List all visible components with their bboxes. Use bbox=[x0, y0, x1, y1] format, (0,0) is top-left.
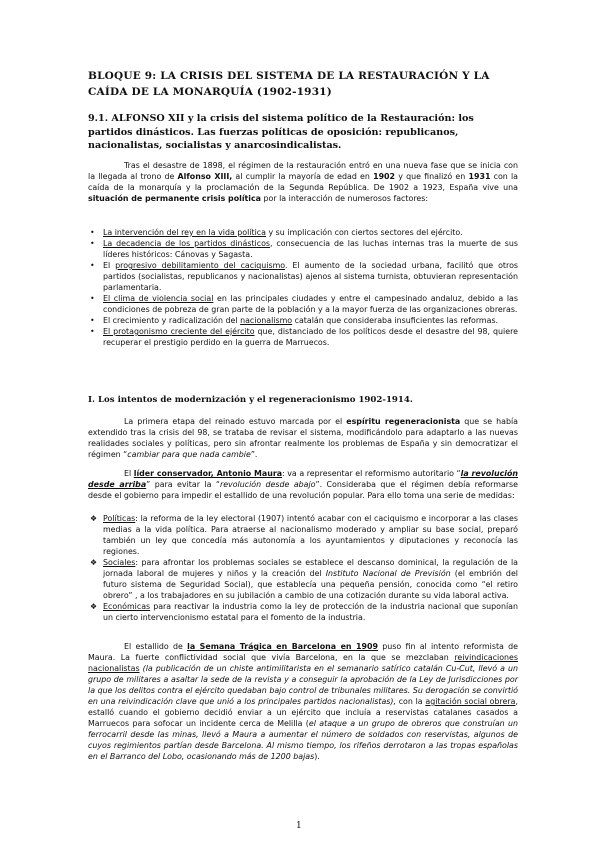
bullet-icon: • bbox=[90, 294, 95, 303]
item-text: : la reforma de la ley electoral (1907) intentó acabar con el caciquismo e incorporar a las clases medias a la vida política. Para atraerse al nacionalismo moderado y ampliar su base social, preparó también un ley que concedía más autonomía a los ayuntamientos y diputaciones y reconocía las regiones. bbox=[103, 514, 518, 556]
bold-underlined-text: líder conservador, Antonio Maura bbox=[133, 469, 283, 478]
list-item bbox=[88, 513, 518, 557]
underlined-text: Económicas bbox=[103, 602, 151, 611]
underlined-text: Sociales bbox=[103, 558, 136, 567]
diamond-bullet-icon: ❖ bbox=[90, 558, 98, 567]
list-item bbox=[88, 227, 518, 238]
bold-text: espíritu regeneracionista bbox=[346, 417, 461, 426]
intro-text: al cumplir la mayoría de edad en bbox=[232, 172, 374, 181]
bullet-icon: • bbox=[90, 239, 95, 248]
bullet-icon: • bbox=[90, 316, 95, 325]
item-text: y su implicación con ciertos sectores del ejército. bbox=[265, 228, 463, 237]
intro-text: con la caída de la monarquía y la proclamación de la Segunda República. De 1902 a 1923, España vive una bbox=[88, 172, 518, 192]
paragraph-text: El estallido de bbox=[124, 642, 188, 651]
item-text: , consecuencia de las luchas internas tras la muerte de sus líderes históricos: Cánovas y Sagasta. bbox=[103, 239, 518, 259]
measures-list bbox=[88, 513, 518, 623]
intro-text: y que finalizó en bbox=[395, 172, 469, 181]
diamond-bullet-icon: ❖ bbox=[90, 602, 98, 611]
item-text: El bbox=[103, 261, 116, 270]
paragraph-text: puso fin al intento reformista de Maura. La fuerte conflictividad social que vivía Barcelona, en la que se mezclaban bbox=[88, 642, 518, 662]
item-text: catalán que consideraba insuficientes las reformas. bbox=[292, 316, 499, 325]
underlined-text: nacionalismo bbox=[240, 316, 293, 325]
bullet-icon: • bbox=[90, 327, 95, 336]
intro-bold: 1931 bbox=[468, 172, 491, 181]
section-heading: 9.1. ALFONSO XII y la crisis del sistema político de la Restauración: los partidos dinásticos. Las fuerzas políticas de oposición: republicanos, nacionalistas, socialistas y anarcosindicalistas. bbox=[88, 113, 474, 151]
underlined-text: El protagonismo creciente del ejército bbox=[103, 327, 255, 336]
paragraph-text: ”. Consideraba que el régimen debía reformarse desde el gobierno para impedir el estallido de una revolución popular. Para ello toma una serie de medidas: bbox=[88, 480, 519, 500]
item-text: . El aumento de la sociedad urbana, facilitó que otros partidos (socialistas, republicanos y nacionalistas) ajenos al sistema turnista, obtuvieran representación parlamentaria. bbox=[103, 261, 519, 292]
list-item bbox=[88, 557, 518, 601]
diamond-bullet-icon: ❖ bbox=[90, 514, 98, 523]
item-text: El crecimiento y radicalización del bbox=[103, 316, 241, 325]
paragraph-text: , estalló cuando el gobierno decidió enviar a un ejército que incluía a reservistas catalanes casados a Marruecos para sofocar un incidente cerca de Melilla ( bbox=[88, 697, 518, 728]
item-text: que, distanciado de los políticos desde el desastre del 98, quiere recuperar el prestigio perdido en la guerra de Marruecos. bbox=[103, 327, 518, 347]
regeneracionismo-paragraph bbox=[88, 416, 518, 460]
italic-text: Instituto Nacional de Previsión bbox=[325, 569, 451, 578]
intro-text: por la interacción de numerosos factores: bbox=[261, 194, 429, 203]
paragraph-text: El bbox=[124, 469, 134, 478]
italic-text: (la publicación de un chiste antimilitarista en el semanario satírico catalán Cu-Cut, llevó a un grupo de militares a asaltar la sede de la revista y a conseguir la aprobación de la Ley de Jurisdicciones por la que los delitos contra el ejército quedaban bajo control de tribunales militares. Su derogación se convirtió en una reivindicación clave que unió a los principales partidos nacionalistas), bbox=[88, 664, 518, 706]
intro-paragraph bbox=[88, 160, 518, 204]
intro-bold: Alfonso XIII, bbox=[177, 172, 233, 181]
italic-text: cambiar para que nada cambie bbox=[127, 450, 251, 459]
paragraph-text: ). bbox=[314, 752, 320, 761]
intro-bold: 1902 bbox=[373, 172, 396, 181]
paragraph-text: : va a representar el reformismo autoritario “ bbox=[282, 469, 461, 478]
bold-underlined-text: la Semana Trágica en Barcelona en 1909 bbox=[187, 642, 378, 651]
intro-bold: situación de permanente crisis política bbox=[88, 194, 262, 203]
underlined-text: reivindicaciones nacionalistas bbox=[88, 653, 518, 673]
list-item bbox=[88, 238, 518, 260]
list-item bbox=[88, 293, 518, 315]
underlined-text: La intervención del rey en la vida política bbox=[103, 228, 266, 237]
list-item bbox=[88, 315, 518, 326]
underlined-text: progresivo debilitamiento del caciquismo bbox=[115, 261, 285, 270]
paragraph-text: ” para evitar la “ bbox=[146, 480, 220, 489]
paragraph-text: La primera etapa del reinado estuvo marcada por el bbox=[124, 417, 347, 426]
underlined-text: agitación social obrera bbox=[425, 697, 516, 706]
bold-italic-text: la revolución desde arriba bbox=[88, 469, 519, 489]
italic-text: el ataque a un grupo de obreros que construían un ferrocarril desde las minas, llevó a Maura a aumentar el número de soldados con reservistas, algunos de cuyos regimientos partían desde Barcelona. Al mismo tiempo, los rifeños derrotaron a las tropas españolas en el Barranco del Lobo, ocasionando más de 1200 bajas bbox=[88, 719, 519, 761]
item-text: : para afrontar los problemas sociales se establece el descanso dominical, la regulación de la jornada laboral de mujeres y niños y la creación del bbox=[103, 558, 518, 578]
page-number: 1 bbox=[296, 821, 302, 831]
paragraph-text: con la bbox=[396, 697, 426, 706]
item-text: (el embrión del futuro sistema de Seguridad Social), que establecía una pequeña pensión, conocida como “el retiro obrero” , a los trabajadores en su jubilación a cambio de una cotización durante su vida laboral activa. bbox=[103, 569, 518, 600]
factors-list bbox=[88, 227, 518, 348]
bullet-icon: • bbox=[90, 228, 95, 237]
paragraph-text: ”. bbox=[250, 450, 258, 459]
paragraph-text: que se había extendido tras la crisis del 98, se trataba de revisar el sistema, modificándolo para adaptarlo a las nuevas realidades sociales y políticas, pero sin afrontar realmente los problemas de España y sin democratizar el régimen “ bbox=[88, 417, 519, 459]
underlined-text: El clima de violencia social bbox=[103, 294, 214, 303]
maura-paragraph bbox=[88, 468, 518, 501]
page-title: BLOQUE 9: LA CRISIS DEL SISTEMA DE LA RESTAURACIÓN Y LA CAÍDA DE LA MONARQUÍA (1902-1931) bbox=[88, 70, 490, 98]
underlined-text: Políticas bbox=[103, 514, 136, 523]
italic-text: revolución desde abajo bbox=[219, 480, 316, 489]
list-item bbox=[88, 601, 518, 623]
underlined-text: La decadencia de los partidos dinásticos bbox=[103, 239, 271, 248]
list-item bbox=[88, 260, 518, 293]
subsection-title: I. Los intentos de modernización y el regeneracionismo 1902-1914. bbox=[88, 395, 413, 405]
item-text: para reactivar la industria como la ley de protección de la industria nacional que suponían un cierto intervencionismo estatal para el fomento de la industria. bbox=[103, 602, 518, 622]
list-item bbox=[88, 326, 518, 348]
intro-text: Tras el desastre de 1898, el régimen de la restauración entró en una nueva fase que se inicia con la llegada al trono de bbox=[88, 161, 518, 181]
bullet-icon: • bbox=[90, 261, 95, 270]
item-text: en las principales ciudades y entre el campesinado andaluz, debido a las condiciones de pobreza de gran parte de la población y a la mayor fuerza de las organizaciones obreras. bbox=[103, 294, 518, 314]
semana-tragica-paragraph bbox=[88, 641, 518, 762]
